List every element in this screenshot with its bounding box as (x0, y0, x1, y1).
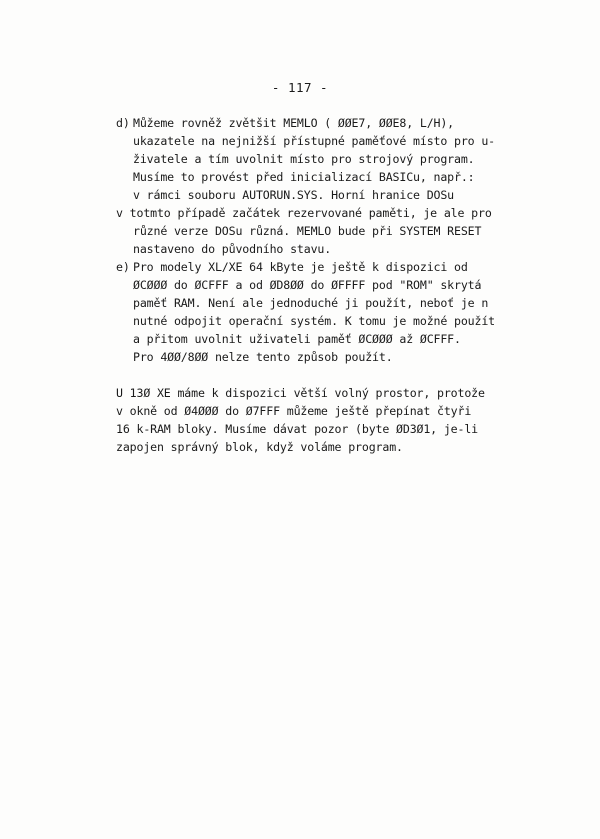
paragraph-line-2: v okně od Ø4ØØØ do Ø7FFF můžeme ještě přepínat čtyři (116, 404, 472, 418)
item-d-line-8: nastaveno do původního stavu. (133, 242, 332, 256)
page-number: - 117 - (271, 80, 329, 95)
item-d-line-3: živatele a tím uvolnit místo pro strojový program. (133, 152, 475, 166)
item-d-label: d) (116, 116, 130, 130)
item-e-line-1: Pro modely XL/XE 64 kByte je ještě k dispozici od (133, 260, 468, 274)
item-e-line-5: a přitom uvolnit uživateli paměť ØCØØØ až ØCFFF. (133, 332, 461, 346)
paragraph-line-1: U 13Ø XE máme k dispozici větší volný prostor, protože (116, 386, 485, 400)
item-d-line-6: v totmto případě začátek rezervované paměti, je ale pro (116, 206, 492, 220)
item-e-line-6: Pro 4ØØ/8ØØ nelze tento způsob použít. (133, 350, 393, 364)
item-e-label: e) (116, 260, 130, 274)
item-e-line-2: ØCØØØ do ØCFFF a od ØD8ØØ do ØFFFF pod "ROM" skrytá (133, 278, 482, 292)
item-e-line-4: nutné odpojit operační systém. K tomu je možné použít (133, 314, 495, 328)
item-d-line-5: v rámci souboru AUTORUN.SYS. Horní hranice DOSu (133, 188, 455, 202)
item-d-line-1: Můžeme rovněž zvětšit MEMLO ( ØØE7, ØØE8, L/H), (133, 116, 455, 130)
item-d-line-7: různé verze DOSu různá. MEMLO bude při SYSTEM RESET (133, 224, 482, 238)
item-e-line-3: paměť RAM. Není ale jednoduché ji použít, neboť je n (133, 296, 489, 310)
paragraph-line-3: 16 k-RAM bloky. Musíme dávat pozor (byte ØD3Ø1, je-li (116, 422, 478, 436)
item-d-line-4: Musíme to provést před inicializací BASICu, např.: (133, 170, 475, 184)
paragraph-line-4: zapojen správný blok, když voláme program. (116, 440, 403, 454)
item-d-line-2: ukazatele na nejnižší přístupné paměťové místo pro u- (133, 134, 495, 148)
